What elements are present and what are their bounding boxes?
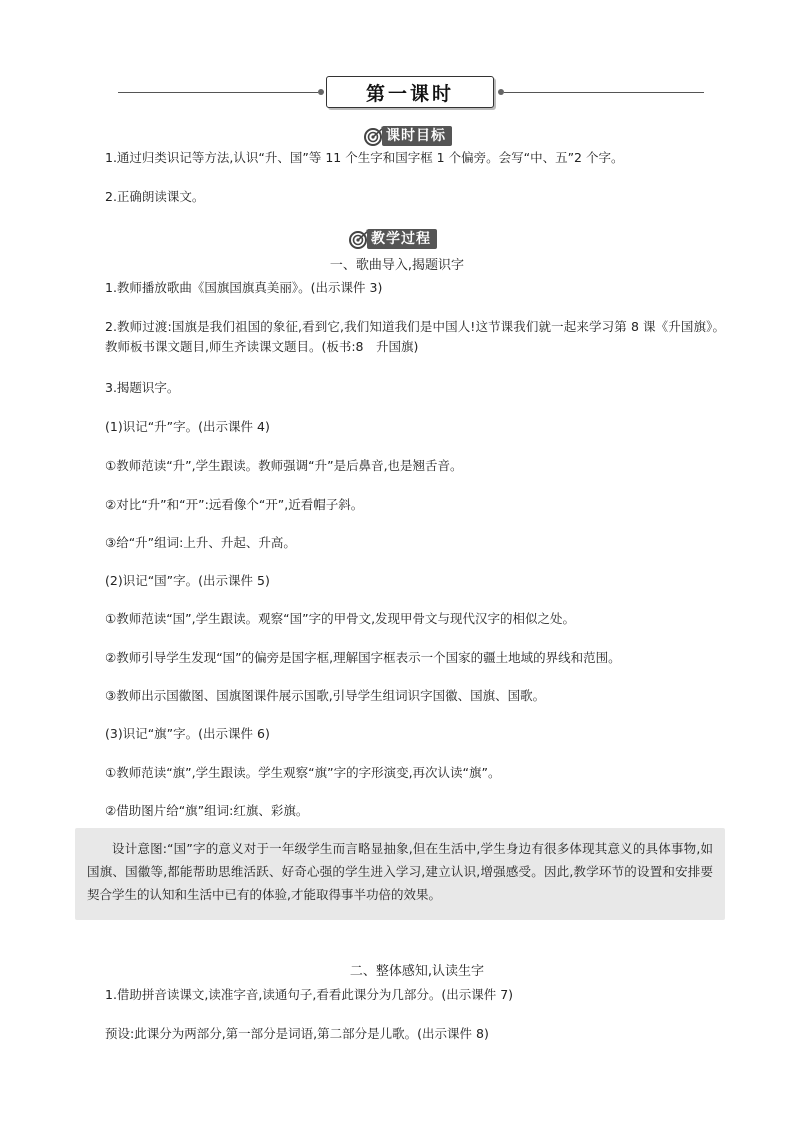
process-badge-label: 教学过程 bbox=[367, 229, 437, 249]
title-divider-right bbox=[504, 92, 704, 93]
paragraph: ②借助图片给“旗”组词:红旗、彩旗。 bbox=[105, 803, 309, 818]
paragraph: ①教师范读“升”,学生跟读。教师强调“升”是后鼻音,也是翘舌音。 bbox=[105, 458, 463, 473]
design-intent-box bbox=[75, 828, 725, 920]
paragraph: ②教师引导学生发现“国”的偏旁是国字框,理解国字框表示一个国家的疆土地域的界线和范围。 bbox=[105, 650, 621, 665]
section-heading: 二、整体感知,认读生字 bbox=[349, 964, 485, 979]
paragraph: 1.借助拼音读课文,读准字音,读通句子,看看此课分为几部分。(出示课件 7) bbox=[105, 987, 514, 1002]
paragraph: 3.揭题识字。 bbox=[105, 380, 180, 395]
paragraph: ③给“升”组词:上升、升起、升高。 bbox=[105, 535, 296, 550]
paragraph: 预设:此课分为两部分,第一部分是词语,第二部分是儿歌。(出示课件 8) bbox=[105, 1026, 489, 1041]
paragraph: 1.教师播放歌曲《国旗国旗真美丽》。(出示课件 3) bbox=[105, 280, 383, 295]
objectives-badge-label: 课时目标 bbox=[382, 126, 452, 146]
objectives-badge bbox=[360, 125, 452, 147]
title-divider-left bbox=[118, 92, 318, 93]
lesson-title-row bbox=[118, 74, 704, 110]
paragraph: (1)识记“升”字。(出示课件 4) bbox=[105, 419, 270, 434]
design-intent-text: 设计意图:“国”字的意义对于一年级学生而言略显抽象,但在生活中,学生身边有很多体现其意义的具体事物,如国旗、国徽等,都能帮助思维活跃、好奇心强的学生进入学习,建立认识,增强感受。因此,教学环节的设置和安排要契合学生的认知和生活中已有的体验,才能取得事半功倍的效果。 bbox=[87, 841, 713, 902]
paragraph: 2.教师过渡:国旗是我们祖国的象征,看到它,我们知道我们是中国人!这节课我们就一起来学习第 8 课《升国旗》。教师板书课文题目,师生齐读课文题目。(板书:8 升国旗) bbox=[105, 319, 725, 354]
paragraph: ①教师范读“国”,学生跟读。观察“国”字的甲骨文,发现甲骨文与现代汉字的相似之处。 bbox=[105, 611, 576, 626]
paragraph: (2)识记“国”字。(出示课件 5) bbox=[105, 573, 270, 588]
process-badge bbox=[345, 228, 437, 250]
section-heading: 一、歌曲导入,揭题识字 bbox=[329, 258, 465, 273]
paragraph: ②对比“升”和“开”:远看像个“开”,近看帽子斜。 bbox=[105, 497, 364, 512]
paragraph: ③教师出示国徽图、国旗图课件展示国歌,引导学生组词识字国徽、国旗、国歌。 bbox=[105, 688, 546, 703]
objective-item: 1.通过归类识记等方法,认识“升、国”等 11 个生字和国字框 1 个偏旁。会写“中、五”2 个字。 bbox=[105, 150, 624, 165]
objective-item: 2.正确朗读课文。 bbox=[105, 189, 205, 204]
paragraph: (3)识记“旗”字。(出示课件 6) bbox=[105, 726, 270, 741]
lesson-title: 第一课时 bbox=[326, 76, 494, 108]
paragraph: ①教师范读“旗”,学生跟读。学生观察“旗”字的字形演变,再次认读“旗”。 bbox=[105, 765, 501, 780]
title-dot-left bbox=[318, 89, 324, 95]
